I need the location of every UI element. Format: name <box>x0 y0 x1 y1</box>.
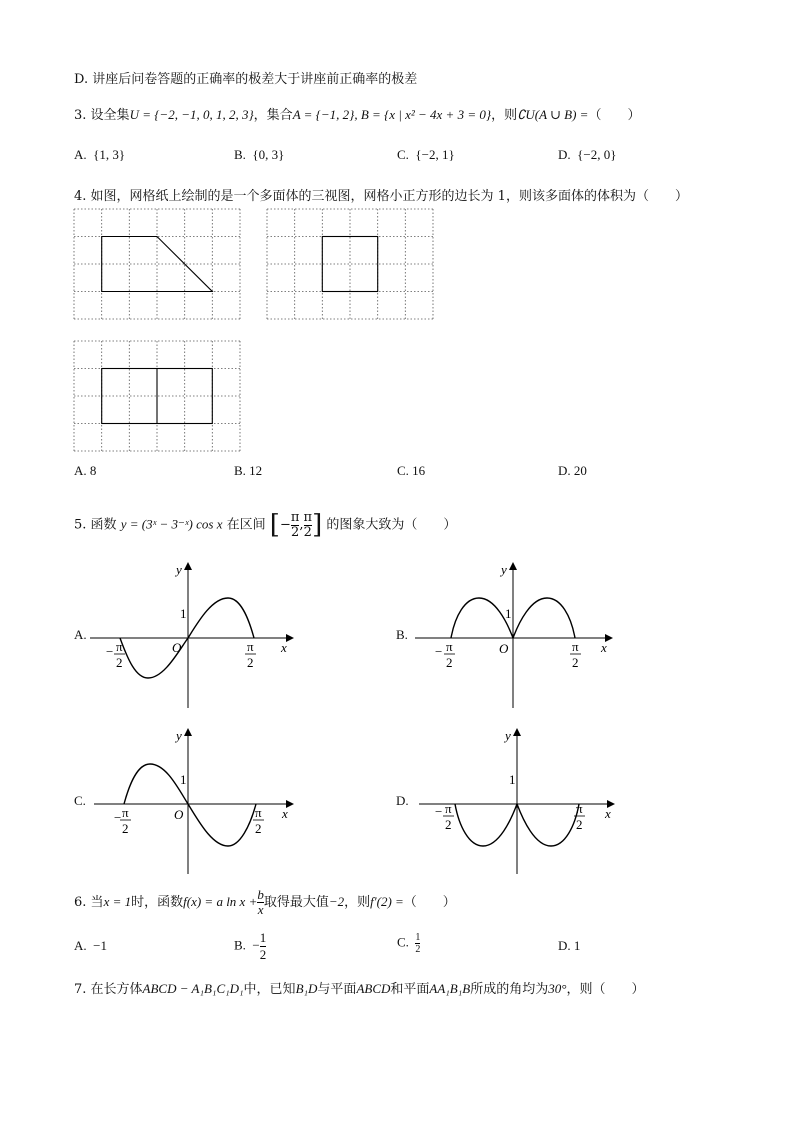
svg-text:−: − <box>435 644 443 659</box>
q3-set-a: A = {−1, 2} <box>292 107 355 122</box>
q4-option-a[interactable]: A. 8 <box>74 463 97 478</box>
q6-ask: f′(2) = <box>370 894 404 909</box>
q5-pre: 函数 <box>90 517 117 533</box>
q7-box: ABCD − A₁B₁C₁D₁ <box>142 981 244 996</box>
svg-text:π: π <box>122 805 129 820</box>
q3-pre: 设全集 <box>90 108 130 123</box>
q4-side-view <box>267 209 435 321</box>
q2-option-d: D. 讲座后问卷答题的正确率的极差大于讲座前正确率的极差 <box>74 72 418 87</box>
q3-option-d[interactable]: D. {−2, 0} <box>558 147 617 162</box>
svg-text:2: 2 <box>572 655 579 670</box>
svg-text:1: 1 <box>505 606 512 621</box>
q4-option-c[interactable]: C. 16 <box>397 463 426 478</box>
q4-top-view <box>74 341 242 453</box>
q3-option-c[interactable]: C. {−2, 1} <box>397 147 455 162</box>
svg-text:y: y <box>505 728 511 743</box>
q5-post: 的图象大致为（ ） <box>326 517 457 533</box>
q4-stem: 4. 如图，网格纸上绘制的是一个多面体的三视图，网格小正方形的边长为 1，则该多面体的体积为（ ） <box>74 189 688 204</box>
q6-option-b[interactable]: B. $-\frac{1}{2}$ <box>234 930 267 962</box>
svg-text:π: π <box>572 639 579 654</box>
svg-text:π: π <box>446 639 453 654</box>
q3-stem <box>74 104 640 123</box>
q5-graph-d[interactable] <box>419 726 629 876</box>
origin-label: O <box>172 640 182 655</box>
svg-text:2: 2 <box>122 821 129 836</box>
q6-function: f(x) = a ln x + <box>183 894 258 909</box>
svg-text:π: π <box>255 805 262 820</box>
q7-stem: 7. 在长方体ABCD − A₁B₁C₁D₁中，已知B₁D与平面ABCD和平面AA₁B₁B所成的角均为30°，则（ ） <box>74 981 645 997</box>
q3-universal-set: U = {−2, −1, 0, 1, 2, 3} <box>129 107 254 122</box>
svg-text:2: 2 <box>247 655 254 670</box>
q5-graph-b[interactable] <box>415 560 625 710</box>
q6-option-c[interactable]: C. $\frac{1}{2}$ <box>397 932 421 955</box>
y-axis-label: y <box>176 562 182 577</box>
q5-stem: 5. 函数 y = (3ˣ − 3⁻ˣ) cos x 在区间 [$-\frac{\pi}{2}$ $,\frac{\pi}{2}$ ] 的图象大致为（ ） <box>74 509 457 540</box>
svg-text:−: − <box>114 810 122 825</box>
svg-text:2: 2 <box>446 655 453 670</box>
svg-text:y: y <box>176 728 182 743</box>
svg-text:π: π <box>247 639 254 654</box>
svg-text:2: 2 <box>576 817 583 832</box>
curve-c <box>124 764 256 846</box>
q6-option-d[interactable]: D. 1 <box>558 938 581 953</box>
q5-function: y = (3ˣ − 3⁻ˣ) cos x <box>120 516 223 532</box>
q3-set-b: , B = {x | x² − 4x + 3 = 0} <box>354 107 492 122</box>
svg-text:−: − <box>435 804 443 819</box>
x-axis-label: x <box>281 640 287 655</box>
q3-option-b[interactable]: B. {0, 3} <box>234 147 285 162</box>
q6-stem: 6. 当x = 1时，函数f(x) = a $\ln x +\frac{b}{x}$ 取得最大值−2，则f′(2) =（ ） <box>74 887 456 917</box>
svg-text:2: 2 <box>116 655 123 670</box>
q5-mid: 在区间 <box>226 517 266 533</box>
q3-mid: ，集合 <box>253 108 293 123</box>
q3-complement: ∁U(A ∪ B) = <box>517 107 589 122</box>
svg-text:2: 2 <box>445 817 452 832</box>
q3-paren: （ ） <box>588 108 641 123</box>
svg-text:O: O <box>499 641 509 656</box>
q5-option-d[interactable]: D. <box>396 793 409 808</box>
q5-option-b[interactable]: B. <box>396 627 408 642</box>
q6-option-a[interactable]: A. −1 <box>74 938 107 953</box>
q4-option-b[interactable]: B. 12 <box>234 463 263 478</box>
svg-text:π: π <box>445 801 452 816</box>
q6-condition: x = 1 <box>103 894 132 909</box>
svg-text:y: y <box>501 562 507 577</box>
q3-option-a[interactable]: A. {1, 3} <box>74 147 126 162</box>
svg-text:π: π <box>576 801 583 816</box>
svg-text:x: x <box>282 806 288 821</box>
svg-text:O: O <box>174 807 184 822</box>
one-label: 1 <box>180 606 187 621</box>
q3-number: 3. <box>74 108 87 123</box>
svg-text:1: 1 <box>180 772 187 787</box>
q5-option-a[interactable]: A. <box>74 627 87 642</box>
svg-text:x: x <box>605 806 611 821</box>
svg-text:2: 2 <box>255 821 262 836</box>
svg-text:π: π <box>116 639 123 654</box>
svg-text:x: x <box>601 640 607 655</box>
q5-graph-c[interactable] <box>90 726 300 876</box>
q4-option-d[interactable]: D. 20 <box>558 463 587 478</box>
svg-text:1: 1 <box>509 772 516 787</box>
q4-front-view <box>74 209 242 321</box>
svg-text:−: − <box>106 644 114 659</box>
q5-graph-a[interactable] <box>90 560 300 710</box>
q5-option-c[interactable]: C. <box>74 793 86 808</box>
q3-post: ，则 <box>491 108 518 123</box>
